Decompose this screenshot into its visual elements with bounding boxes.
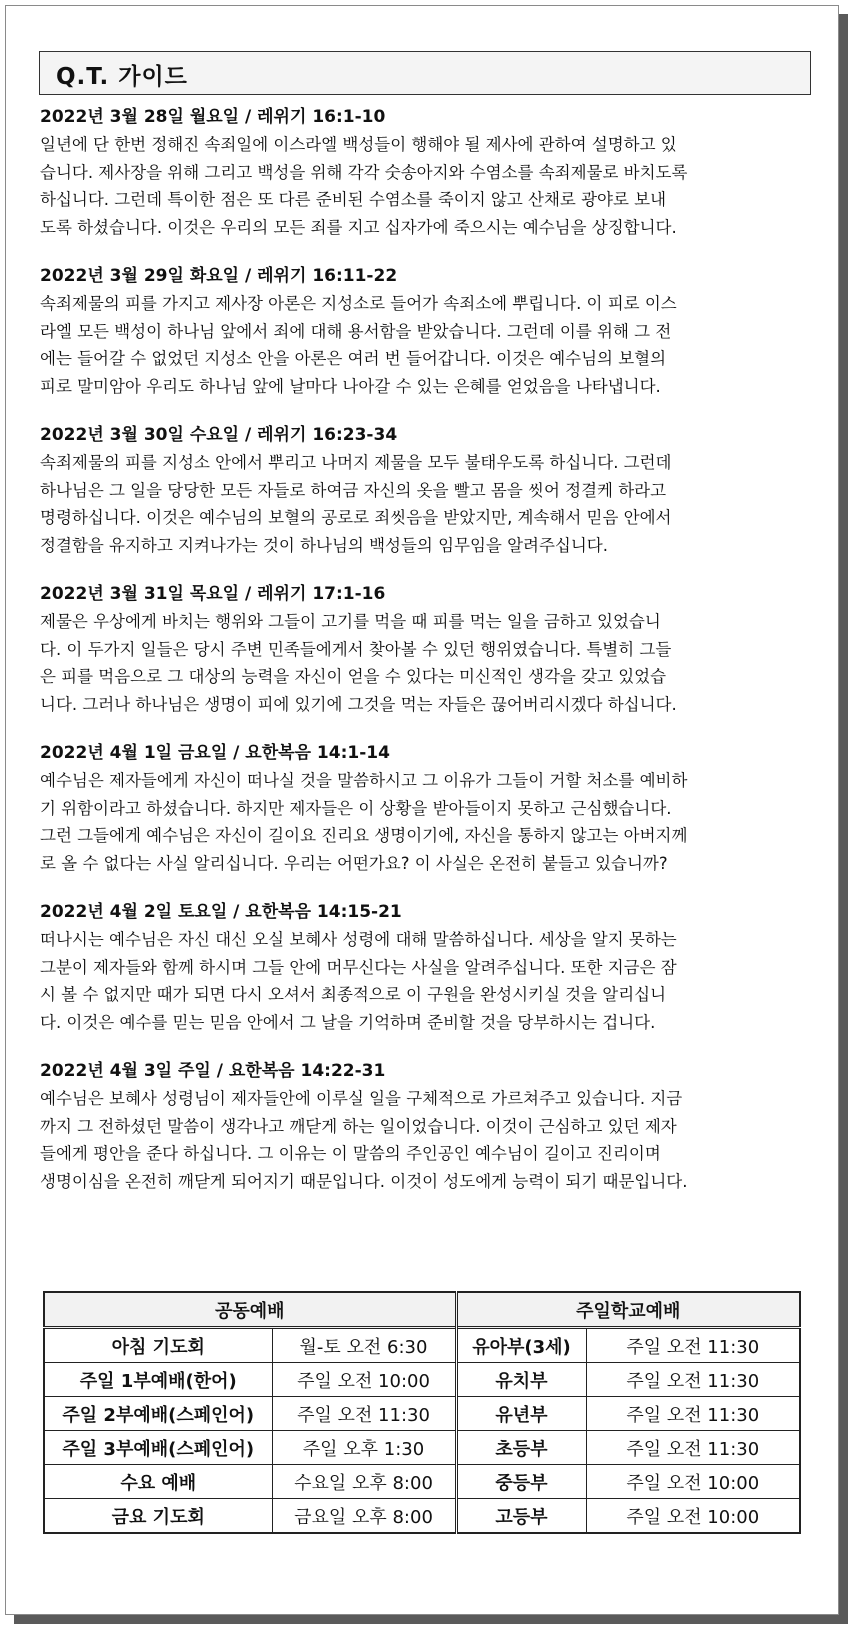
service-name: 수요 예배 [44, 1465, 272, 1499]
sunday-school-header: 주일학교예배 [456, 1292, 800, 1328]
service-time: 주일 오후 1:30 [272, 1431, 456, 1465]
table-row [44, 1465, 800, 1499]
devotion-entry [40, 899, 814, 1036]
qt-guide-header [39, 51, 811, 95]
service-time: 주일 오전 10:00 [272, 1363, 456, 1397]
entry-text-line: 까지 그 전하셨던 말씀이 생각나고 깨닫게 하는 일이었습니다. 이것이 근심하고 있던 제자 [40, 1116, 677, 1136]
service-time: 월-토 오전 6:30 [272, 1328, 456, 1363]
devotion-entry [40, 740, 814, 877]
devotion-entries [40, 104, 814, 1217]
school-department: 중등부 [456, 1465, 586, 1499]
worship-schedule-table [43, 1291, 801, 1534]
service-time: 주일 오전 11:30 [272, 1397, 456, 1431]
entry-heading: 2022년 3월 29일 화요일 / 레위기 16:11-22 [40, 266, 398, 286]
entry-heading: 2022년 3월 28일 월요일 / 레위기 16:1-10 [40, 107, 386, 127]
service-time: 금요일 오후 8:00 [272, 1499, 456, 1534]
school-time: 주일 오전 11:30 [586, 1363, 800, 1397]
devotion-entry [40, 263, 814, 400]
entry-text-line: 다. 이 두가지 일들은 당시 주변 민족들에게서 찾아볼 수 있던 행위였습니다. 특별히 그들 [40, 639, 672, 659]
entry-text-line: 들에게 평안을 준다 하십니다. 그 이유는 이 말씀의 주인공인 예수님이 길이고 진리이며 [40, 1144, 661, 1163]
entry-text-line: 라엘 모든 백성이 하나님 앞에서 죄에 대해 용서함을 받았습니다. 그런데 이를 위해 그 전 [40, 321, 672, 341]
school-department: 유치부 [456, 1363, 586, 1397]
entry-text-line: 명령하십니다. 이것은 예수님의 보혈의 공로로 죄씻음을 받았지만, 계속해서 믿음 안에서 [40, 508, 672, 527]
entry-text-line: 하십니다. 그런데 특이한 점은 또 다른 준비된 수염소를 죽이지 않고 산채로 광야로 보내 [40, 190, 667, 209]
service-name: 주일 1부예배(한어) [44, 1363, 272, 1397]
entry-heading: 2022년 4월 1일 금요일 / 요한복음 14:1-14 [40, 743, 390, 763]
entry-text-line: 시 볼 수 없지만 때가 되면 다시 오셔서 최종적으로 이 구원을 완성시키실 것을 알리십니 [40, 985, 667, 1004]
entry-text-line: 생명이심을 온전히 깨닫게 되어지기 때문입니다. 이것이 성도에게 능력이 되기 때문입니다. [40, 1171, 688, 1191]
entry-heading: 2022년 3월 30일 수요일 / 레위기 16:23-34 [40, 425, 398, 445]
entry-text-line: 니다. 그러나 하나님은 생명이 피에 있기에 그것을 먹는 자들은 끊어버리시겠다 하십니다. [40, 694, 677, 714]
table-row [44, 1499, 800, 1534]
entry-heading: 2022년 4월 2일 토요일 / 요한복음 14:15-21 [40, 902, 402, 922]
service-name: 주일 2부예배(스페인어) [44, 1397, 272, 1431]
school-time: 주일 오전 10:00 [586, 1465, 800, 1499]
school-time: 주일 오전 11:30 [586, 1431, 800, 1465]
entry-text-line: 일년에 단 한번 정해진 속죄일에 이스라엘 백성들이 행해야 될 제사에 관하여 설명하고 있 [40, 135, 677, 154]
school-time: 주일 오전 10:00 [586, 1499, 800, 1534]
table-row [44, 1328, 800, 1363]
entry-text-line: 예수님은 보혜사 성령님이 제자들안에 이루실 일을 구체적으로 가르쳐주고 있습니다. 지금 [40, 1089, 683, 1108]
entry-text-line: 제물은 우상에게 바치는 행위와 그들이 고기를 먹을 때 피를 먹는 일을 금하고 있었습니 [40, 612, 661, 631]
entry-text-line: 그런 그들에게 예수님은 자신이 길이요 진리요 생명이기에, 자신을 통하지 않고는 아버지께 [40, 826, 688, 845]
entry-text-line: 다. 이것은 예수를 믿는 믿음 안에서 그 날을 기억하며 준비할 것을 당부하시는 겁니다. [40, 1012, 656, 1032]
service-time: 수요일 오후 8:00 [272, 1465, 456, 1499]
entry-text-line: 피로 말미암아 우리도 하나님 앞에 날마다 나아갈 수 있는 은혜를 얻었음을 나타냅니다. [40, 376, 661, 396]
schedule-header-row [44, 1292, 800, 1328]
school-time: 주일 오전 11:30 [586, 1397, 800, 1431]
school-department: 유아부(3세) [456, 1328, 586, 1363]
common-worship-header: 공동예배 [44, 1292, 456, 1328]
page-title: Q.T. 가이드 [56, 64, 188, 90]
entry-text-line: 속죄제물의 피를 지성소 안에서 뿌리고 나머지 제물을 모두 불태우도록 하십니다. 그런데 [40, 453, 672, 472]
school-time: 주일 오전 11:30 [586, 1328, 800, 1363]
school-department: 유년부 [456, 1397, 586, 1431]
entry-heading: 2022년 4월 3일 주일 / 요한복음 14:22-31 [40, 1061, 386, 1081]
service-name: 금요 기도회 [44, 1499, 272, 1534]
entry-text-line: 습니다. 제사장을 위해 그리고 백성을 위해 각각 숫송아지와 수염소를 속죄제물로 바치도록 [40, 162, 688, 182]
school-department: 고등부 [456, 1499, 586, 1534]
service-name: 아침 기도회 [44, 1328, 272, 1363]
table-row [44, 1363, 800, 1397]
entry-text-line: 하나님은 그 일을 당당한 모든 자들로 하여금 자신의 옷을 빨고 몸을 씻어 정결케 하라고 [40, 480, 667, 500]
devotion-entry [40, 1058, 814, 1195]
service-name: 주일 3부예배(스페인어) [44, 1431, 272, 1465]
devotion-entry [40, 581, 814, 718]
entry-text-line: 떠나시는 예수님은 자신 대신 오실 보혜사 성령에 대해 말씀하십니다. 세상을 알지 못하는 [40, 930, 677, 949]
devotion-entry [40, 104, 814, 241]
entry-text-line: 로 올 수 없다는 사실 알리십니다. 우리는 어떤가요? 이 사실은 온전히 붙들고 있습니까? [40, 853, 668, 873]
entry-text-line: 정결함을 유지하고 지켜나가는 것이 하나님의 백성들의 임무임을 알려주십니다. [40, 535, 608, 555]
entry-text-line: 그분이 제자들와 함께 하시며 그들 안에 머무신다는 사실을 알려주십니다. 또한 지금은 잠 [40, 957, 677, 977]
school-department: 초등부 [456, 1431, 586, 1465]
entry-text-line: 기 위함이라고 하셨습니다. 하지만 제자들은 이 상황을 받아들이지 못하고 근심했습니다. [40, 798, 672, 818]
entry-text-line: 예수님은 제자들에게 자신이 떠나실 것을 말씀하시고 그 이유가 그들이 거할 처소를 예비하 [40, 771, 688, 790]
entry-text-line: 은 피를 먹음으로 그 대상의 능력을 자신이 얻을 수 있다는 미신적인 생각을 갖고 있었습 [40, 667, 667, 686]
table-row [44, 1431, 800, 1465]
entry-text-line: 에는 들어갈 수 없었던 지성소 안을 아론은 여러 번 들어갑니다. 이것은 예수님의 보혈의 [40, 349, 667, 368]
entry-text-line: 속죄제물의 피를 가지고 제사장 아론은 지성소로 들어가 속죄소에 뿌립니다. 이 피로 이스 [40, 294, 677, 313]
entry-text-line: 도록 하셨습니다. 이것은 우리의 모든 죄를 지고 십자가에 죽으시는 예수님을 상징합니다. [40, 217, 677, 237]
entry-heading: 2022년 3월 31일 목요일 / 레위기 17:1-16 [40, 584, 386, 604]
table-row [44, 1397, 800, 1431]
devotion-entry [40, 422, 814, 559]
